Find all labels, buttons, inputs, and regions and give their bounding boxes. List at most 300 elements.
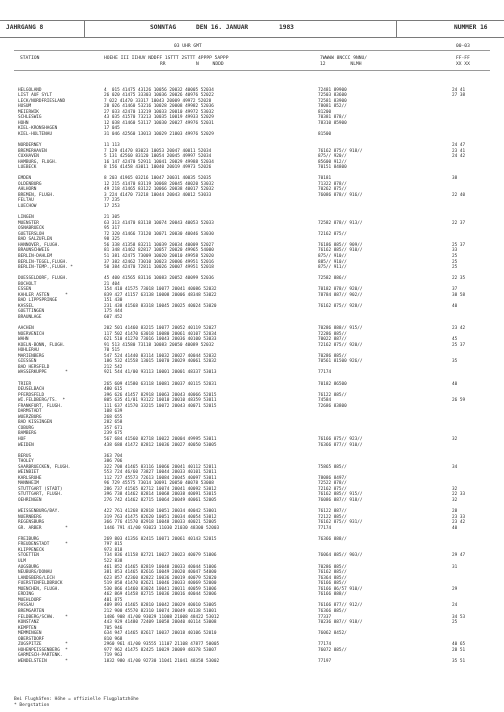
header-rule <box>14 70 490 71</box>
station-code-groups: 366 776 41570 82918 10048 20033 40021 52005 <box>104 520 217 526</box>
station-gust-values: 25 <box>452 265 458 271</box>
station-weather-groups: 70381 878// <box>318 115 347 121</box>
station-weather-groups: 78081 852// <box>318 104 347 110</box>
station-code-groups: 409 893 41465 82810 10042 20029 40010 53005 <box>104 603 217 609</box>
station-weather-groups: 70182 878// 920// <box>318 287 363 293</box>
station-code-groups: 319 763 41475 82620 10051 20034 40054 53012 <box>104 514 217 520</box>
station-weather-groups: 70181 <box>318 176 332 182</box>
date-label: DEN 16. JANUAR <box>196 24 249 31</box>
station-code-groups: 186 532 41558 13015 10070 20029 40061 52032 <box>104 359 217 365</box>
station-weather-groups: 72582 886// <box>318 276 347 282</box>
station-weather-groups: 76162 875// 931// <box>318 520 363 526</box>
station-name: LUECHOW <box>18 204 37 210</box>
station-weather-groups: 71322 878// <box>318 181 347 187</box>
weather-columns-header: 7WWWW 8NCCC 9NNU/ <box>320 56 368 61</box>
station-name: WI.FELDBERG/TS. * <box>18 398 66 404</box>
station-gust-values: 22 33 <box>452 492 466 498</box>
station-gust-values: 38 58 <box>452 292 466 298</box>
station-name: BRAUNLAGE <box>18 314 42 320</box>
station-name: NUERNBERG <box>18 514 42 520</box>
station-code-groups: 21 305 <box>104 215 120 221</box>
station-name: LECK/NORDFRIESLAND <box>18 98 66 104</box>
station-gust-values: 31 <box>452 564 458 570</box>
station-name: OEHRINGEN <box>18 498 42 504</box>
station-name: LINGEN <box>18 215 34 221</box>
station-gust-values: 22 37 <box>452 220 466 226</box>
station-name: HOHLERAU <box>18 348 39 354</box>
station-weather-groups: 76166 877// 912// <box>318 603 363 609</box>
station-gust-values: 35 <box>452 359 458 365</box>
station-name: KIEL-KRONSHAGEN <box>18 126 58 132</box>
station-name: WEINBIET <box>18 470 39 476</box>
station-gust-values: 34 <box>452 464 458 470</box>
station-code-groups: 11 113 <box>104 143 120 149</box>
station-code-groups: 3 224 41470 73218 10044 20043 40012 53033 <box>104 192 212 198</box>
weather-columns-subheader: 12 NLMH <box>320 62 362 67</box>
station-weather-groups: 72582 878// 913// <box>318 220 363 226</box>
station-weather-groups: 77337 <box>318 614 332 620</box>
station-weather-groups: 72686 83800 <box>318 403 347 409</box>
station-code-groups: 16 147 42470 52911 10041 20029 49988 52034 <box>104 159 214 165</box>
header-rule <box>14 50 490 51</box>
station-code-groups: 202 501 41460 83215 10077 20052 40119 52027 <box>104 326 217 332</box>
station-weather-groups: 76064 885// 903// <box>318 553 363 559</box>
station-name: HOHENPEISSENBERG * <box>18 647 68 653</box>
station-code-groups: 151 430 <box>104 298 123 304</box>
station-code-groups: 386 706 <box>104 459 123 465</box>
station-name: LUEBECK <box>18 165 37 171</box>
station-code-groups: 95 317 <box>104 226 120 232</box>
station-name: TRIER <box>18 381 32 387</box>
gust-columns-header: FF-FF <box>456 56 470 61</box>
code-columns-subheader: RR N NDDD <box>160 62 224 67</box>
station-name: GR. ARBER * <box>18 525 68 531</box>
station-gust-values: 22 40 <box>452 192 466 198</box>
station-name: AHLHORN <box>18 187 37 193</box>
station-gust-values: 25 37 <box>452 242 466 248</box>
station-name: KEMPTEN <box>18 625 37 631</box>
station-gust-values: 26 59 <box>452 398 466 404</box>
station-code-groups: 108 639 <box>104 409 123 415</box>
station-name: BAMBERG <box>18 431 37 437</box>
station-weather-groups: 72162 875// <box>318 231 347 237</box>
station-code-groups: 357 671 <box>104 425 123 431</box>
station-name: KIEL-HOLTENAU <box>18 131 52 137</box>
station-name: HELGOLAND <box>18 87 42 93</box>
station-name: BAD LIPPSPRINGE <box>18 298 58 304</box>
station-name: MARIENBERG <box>18 353 45 359</box>
station-code-groups: 31 046 42560 13013 10029 21003 49976 52029 <box>104 131 214 137</box>
station-weather-groups: 76072 885// <box>318 647 347 653</box>
station-code-groups: 212 542 <box>104 364 123 370</box>
station-code-groups: 26 020 41475 33303 10036 20026 40976 52022 <box>104 93 214 99</box>
station-name: HUSUM <box>18 104 32 110</box>
station-weather-groups: 76162 885// <box>318 570 347 576</box>
station-name: WUERZBURG <box>18 414 42 420</box>
station-code-groups: 212 900 45570 82310 10074 20049 40138 51001 <box>104 608 217 614</box>
station-name: KOELN-BONN, FLUGH. <box>18 342 66 348</box>
station-code-groups: 28 026 41460 53216 10028 20008 49982 52036 <box>104 104 214 110</box>
station-gust-values: 40 <box>452 525 458 531</box>
station-gust-values: 32 <box>452 498 458 504</box>
station-name: ERDING <box>18 592 34 598</box>
station-row <box>0 659 504 665</box>
station-weather-groups: 78784 887// 902// <box>318 292 363 298</box>
station-gust-values: 45 <box>452 337 458 343</box>
station-gust-values: 24 <box>452 603 458 609</box>
station-weather-groups: 81500 <box>318 131 332 137</box>
station-code-groups: 1446 791 41/00 93023 11030 21030 48300 52003 <box>104 525 220 531</box>
station-code-groups: 839 427 41157 63138 10008 20006 48348 53022 <box>104 292 217 298</box>
station-weather-groups: 76366 877// 910// <box>318 442 363 448</box>
station-name: ESSEN <box>18 287 32 293</box>
station-name: WAHN <box>18 337 29 343</box>
station-code-groups: 719 963 <box>104 653 123 659</box>
station-name: ULM <box>18 559 26 565</box>
station-weather-groups: 75865 885// <box>318 464 347 470</box>
station-code-groups: 363 704 <box>104 453 123 459</box>
station-name: STUTTGART, FLUGH. <box>18 492 63 498</box>
station-code-groups: 422 761 41268 82818 10051 20034 40042 53001 <box>104 509 217 515</box>
station-gust-values: 34 53 <box>452 614 466 620</box>
station-code-groups: 8 156 41458 43011 10040 20019 49973 52026 <box>104 165 212 171</box>
station-gust-values: 28 <box>452 509 458 515</box>
station-name: HOF <box>18 437 26 442</box>
station-gust-values: 25 37 <box>452 342 466 348</box>
station-gust-values: 25 <box>452 620 458 626</box>
station-name: MEMMINGEN <box>18 631 42 637</box>
station-weather-groups: 77174 <box>318 370 332 376</box>
station-name: HOHN <box>18 120 29 126</box>
station-name: OLDENBURG <box>18 181 42 187</box>
footer-note-mountain: * Bergstation <box>14 703 50 708</box>
station-name: BREMERHAVEN <box>18 148 47 154</box>
station-weather-groups: 77197 <box>318 658 332 664</box>
station-name: FREIBURG <box>18 536 39 542</box>
station-weather-groups: 72581 83900 <box>318 98 347 104</box>
station-code-groups: 77 235 <box>104 198 120 204</box>
station-code-groups: 1832 980 41/00 92730 11041 21041 48358 53002 <box>104 658 220 664</box>
station-name: DUESSELDORF, FLUGH. <box>18 276 68 282</box>
station-table <box>0 82 504 664</box>
station-code-groups: 553 724 46/60 73827 10044 20033 40101 52011 <box>104 470 217 476</box>
station-code-groups: 21 404 <box>104 281 120 287</box>
station-code-groups: 63 313 41470 83118 10074 20043 40053 52033 <box>104 220 214 226</box>
station-name: BERLIN-DAHLEM <box>18 253 52 259</box>
station-name: LANDSBERG/LECH <box>18 575 55 581</box>
station-name: KARLSRUHE <box>18 475 42 481</box>
station-name: MEIERWIK <box>18 109 39 115</box>
station-weather-groups: 72503 83600 <box>318 93 347 99</box>
issue-number-label: NUMMER 16 <box>454 24 488 31</box>
station-weather-groups: 72522 878// <box>318 481 347 487</box>
station-code-groups: 322 708 41465 83116 10066 20041 40112 52011 <box>104 464 217 470</box>
station-weather-groups: 76162 875// 918// <box>318 148 363 154</box>
station-name: BERLIN-TEGEL,FLUGH. <box>18 259 68 265</box>
station-code-groups: 43 035 41570 73213 10035 10019 49933 52029 <box>104 115 214 121</box>
station-gust-values: 27 38 <box>452 93 466 99</box>
station-name: ZUGSPITZE * <box>18 642 68 648</box>
station-code-groups: 72 320 41466 73120 10071 20030 40046 53030 <box>104 231 214 237</box>
station-gust-values: 23 42 <box>452 520 466 526</box>
station-code-groups: 438 688 41472 82812 10036 20027 40050 53005 <box>104 442 217 448</box>
station-code-groups: 462 869 41458 82715 10036 20016 40044 52006 <box>104 592 217 598</box>
station-name: THOLEY <box>18 459 34 465</box>
station-code-groups: 8 203 41965 03216 10047 20031 40035 52035 <box>104 176 212 182</box>
station-code-groups: 17 045 <box>104 126 120 132</box>
station-gust-values: 40 65 <box>452 642 466 648</box>
station-name: KLIPPENECK <box>18 547 45 553</box>
station-weather-groups: 78086 8497/ <box>318 475 347 481</box>
station-name: STOETTEN <box>18 553 39 559</box>
station-code-groups: 623 857 42360 82822 10036 20019 40079 52020 <box>104 575 217 581</box>
station-gust-values: 32 <box>452 437 458 442</box>
station-code-groups: 37 382 42462 73010 10023 20006 49951 52016 <box>104 259 214 265</box>
station-code-groups: 1486 908 41/00 93029 11008 21008 48422 53012 <box>104 614 220 620</box>
station-code-groups: 4 015 41475 43126 10056 20032 40005 52034 <box>104 87 214 93</box>
station-code-groups: 111 637 41570 33215 10072 20043 40071 52015 <box>104 403 217 409</box>
station-name: CUXHAVEN <box>18 154 39 160</box>
station-name: PASSAU <box>18 603 34 609</box>
station-name: FUERSTENFELDBRUCK <box>18 581 63 587</box>
station-name: BERUS <box>18 453 32 459</box>
station-name: DEUSELBACH <box>18 387 45 393</box>
station-name: BREMEN, FLUGH. <box>18 192 55 198</box>
station-code-groups: 27 033 42470 13219 10033 20010 49972 53032 <box>104 109 214 115</box>
station-weather-groups: 72122 885// <box>318 514 347 520</box>
station-code-groups: 396 738 41462 82814 10068 20038 40091 53015 <box>104 492 217 498</box>
volume-label: JAHRGANG 8 <box>6 24 44 31</box>
station-gust-values: 25 <box>452 253 458 259</box>
station-name: MANNHEIM <box>18 481 39 487</box>
station-code-groups: 286 737 41565 82712 10074 20041 40092 53012 <box>104 486 217 492</box>
station-weather-groups: 76162 875// 928// <box>318 303 363 309</box>
station-name: OSNABRUECK <box>18 226 45 232</box>
station-code-groups: 519 858 41470 82621 10046 20033 40069 52000 <box>104 581 217 587</box>
station-weather-groups: 72162 875// <box>318 486 347 492</box>
station-code-groups: 547 524 41440 83114 10032 20027 40044 52032 <box>104 353 217 359</box>
station-weather-groups: 72286 885// <box>318 331 347 337</box>
station-code-groups: 634 947 41465 82617 10037 20018 40106 52010 <box>104 631 217 637</box>
station-weather-groups: 76366 888// <box>318 536 347 542</box>
gust-columns-subheader: XX XX <box>456 62 470 67</box>
station-gust-values: 33 <box>452 248 458 254</box>
station-gust-values: 37 <box>452 287 458 293</box>
station-weather-groups: 70236 887// 918// <box>318 620 363 626</box>
station-name: GARMISCH-PARTENK. <box>18 653 63 659</box>
station-weather-groups: 70561 81500 926// <box>318 359 363 365</box>
station-weather-groups: 875// 920// <box>318 154 347 160</box>
station-name: EMDEN <box>18 176 32 182</box>
station-code-groups: 805 635 41/01 93122 10010 20010 48359 53011 <box>104 398 217 404</box>
station-weather-groups: 885// 910// <box>318 259 347 265</box>
station-name: MUEHLDORF <box>18 597 42 603</box>
station-gust-values: 22 35 <box>452 276 466 282</box>
station-gust-values: 23 42 <box>452 326 466 332</box>
observation-time-label: 03 UHR GMT <box>174 44 202 49</box>
station-weather-groups: 70286 888// 915// <box>318 326 363 332</box>
station-name: FREUDENSTADT * <box>18 542 68 548</box>
station-weather-groups: 77174 <box>318 525 332 531</box>
station-name: KAHLER ASTEN * <box>18 292 68 298</box>
station-code-groups: 443 929 41480 72409 10058 20040 40114 53008 <box>104 620 217 626</box>
station-column-header: STATION <box>20 56 40 61</box>
station-weather-groups: 875// 911// <box>318 265 347 271</box>
station-code-groups: 5 131 42560 83120 10054 20045 49997 52034 <box>104 154 212 160</box>
station-gust-values: 23 41 <box>452 148 466 154</box>
station-name: AUGSBURG <box>18 564 39 570</box>
station-weather-groups: 70286 885// <box>318 353 347 359</box>
station-weather-groups: 77174 <box>318 642 332 648</box>
far-range-label: 00-03 <box>456 44 470 49</box>
station-code-groups: 282 658 <box>104 420 123 426</box>
station-gust-values: 38 <box>452 176 458 182</box>
station-code-groups: 810 968 <box>104 636 123 642</box>
station-gust-values: 28 51 <box>452 647 466 653</box>
station-code-groups: 269 803 41356 82415 10071 20061 40143 52015 <box>104 536 217 542</box>
station-weather-groups: 76086 878// 916// <box>318 192 363 198</box>
station-gust-values: 35 51 <box>452 658 466 664</box>
station-weather-groups: 76166 885// <box>318 581 347 587</box>
station-code-groups: 522 838 <box>104 559 123 565</box>
station-gust-values: 23 33 <box>452 514 466 520</box>
station-code-groups: 45 400 41565 83116 10083 20052 40099 52036 <box>104 276 214 282</box>
station-code-groups: 381 853 41465 82616 10049 20020 40047 54000 <box>104 570 217 576</box>
station-code-groups: 56 338 41358 83211 10039 20034 40009 52027 <box>104 242 214 248</box>
station-name: SAARBRUECKEN, FLUGH. <box>18 464 71 470</box>
station-code-groups: 12 215 41470 83119 10068 20045 40020 53032 <box>104 181 214 187</box>
station-weather-groups: 76062 8452/ <box>318 631 347 637</box>
footer-note-airports: Bei Flughäfen: Höhe = offizielle Flugplatzhöhe <box>14 697 139 702</box>
station-name: WASSERKUPPE * <box>18 370 68 376</box>
station-name: GOETTINGEN <box>18 309 45 315</box>
station-weather-groups: 78310 85900 <box>318 120 347 126</box>
station-name: FELDBERG/SCHW. * <box>18 614 68 620</box>
station-name: MUENSTER <box>18 220 39 226</box>
station-name: WEISSENBURG/BAY. <box>18 509 60 515</box>
station-weather-groups: 875// 910// <box>318 253 347 259</box>
station-name: NEUBURG/DONAU <box>18 570 52 576</box>
station-code-groups: 797 815 <box>104 542 123 548</box>
station-code-groups: 607 452 <box>104 314 123 320</box>
station-weather-groups: 76166 888// <box>318 592 347 598</box>
station-gust-values: 24 42 <box>452 154 466 160</box>
station-gust-values: 29 <box>452 586 458 592</box>
station-name: MUENCHEN, FLUGH. <box>18 586 60 592</box>
station-code-groups: 461 852 41465 82819 10048 20033 40044 51006 <box>104 564 217 570</box>
station-name: BAD HERSFELD <box>18 364 50 370</box>
header-divider <box>84 21 85 37</box>
station-code-groups: 91 513 41580 73118 10083 20050 40089 52032 <box>104 342 214 348</box>
station-weather-groups: 76364 885// <box>318 575 347 581</box>
station-gust-values: 32 <box>452 486 458 492</box>
station-weather-groups: 76186 885// 909// <box>318 242 363 248</box>
station-code-groups: 70 515 <box>104 348 120 354</box>
station-code-groups: 567 684 41560 82718 10022 20004 49995 53011 <box>104 437 217 442</box>
weekday-label: SONNTAG <box>150 24 177 31</box>
station-name: HAMBURG, FLUGH. <box>18 159 58 165</box>
station-weather-groups: 85600 912// <box>318 159 347 165</box>
station-code-groups: 96 729 45575 73014 10091 20050 40078 53008 <box>104 481 214 487</box>
station-code-groups: 276 742 41462 82715 10064 20049 40061 52005 <box>104 498 217 504</box>
station-weather-groups: 70022 887// <box>318 337 347 343</box>
station-code-groups: 51 381 42475 73009 10020 20010 49958 52020 <box>104 253 214 259</box>
station-name: WEIDEN <box>18 442 34 448</box>
station-name: KONSTANZ <box>18 620 39 626</box>
report-header-bar <box>0 20 504 38</box>
station-code-groups: 50 384 42470 72811 10026 20007 49951 52018 <box>104 265 214 271</box>
station-name: PFERDSFELD <box>18 392 45 398</box>
station-name: BAD SALZUFLEN <box>18 237 52 243</box>
station-name: KASSEL <box>18 303 34 309</box>
station-name: COBURG <box>18 425 34 431</box>
station-weather-groups: 76166 875// 923// <box>318 437 363 442</box>
station-weather-groups: 76162 885// 915// <box>318 492 363 498</box>
station-name: SCHLESWIG <box>18 115 42 121</box>
station-name: AACHEN <box>18 326 34 332</box>
station-code-groups: 2960 961 41/00 93555 11107 21108 47877 50005 <box>104 642 220 648</box>
station-weather-groups: 70262 875// <box>318 187 347 193</box>
station-name: BERLIN-TEMP.,FLUGH. * <box>18 265 73 271</box>
station-code-groups: 530 866 41460 83024 10041 20011 40059 51006 <box>104 586 217 592</box>
station-code-groups: 268 655 <box>104 414 123 420</box>
station-code-groups: 175 444 <box>104 309 123 315</box>
station-gust-values: 40 <box>452 381 458 387</box>
station-name: NORDERNEY <box>18 143 42 149</box>
station-gust-values: 25 <box>452 259 458 265</box>
station-name: BREMGARTEN <box>18 608 45 614</box>
station-name: NOERVENICH <box>18 331 45 337</box>
station-weather-groups: 72481 89900 <box>318 87 347 93</box>
station-code-groups: 734 836 41158 82721 10027 20023 40079 51006 <box>104 553 217 559</box>
header-divider <box>396 21 397 37</box>
station-code-groups: 239 675 <box>104 431 123 437</box>
station-weather-groups: 70286 885// <box>318 564 347 570</box>
station-code-groups: 977 962 41475 82425 10029 20009 48378 53007 <box>104 647 217 653</box>
station-name: OBERSTDORF <box>18 636 45 642</box>
station-name: HANNOVER, FLUGH. <box>18 242 60 248</box>
station-weather-groups: 70182 86500 <box>318 381 347 387</box>
station-code-groups: 401 875 <box>104 597 123 603</box>
station-code-groups: 265 609 41580 63118 10081 20037 40115 52031 <box>104 381 217 387</box>
station-code-groups: 973 818 <box>104 547 123 553</box>
station-gust-values: 24 47 <box>452 143 466 149</box>
station-name: DARMSTADT <box>18 409 42 415</box>
station-name: BOCHOLT <box>18 281 37 287</box>
station-weather-groups: 76122 887// <box>318 509 347 515</box>
station-weather-groups: 76166 86/57 910// <box>318 586 363 592</box>
station-code-groups: 231 438 41568 83318 10045 20025 40024 53020 <box>104 303 217 309</box>
station-code-groups: 154 410 41575 73018 10077 20041 40086 52032 <box>104 287 217 293</box>
station-weather-groups: 74584 <box>318 398 332 404</box>
station-weather-groups: 76162 885// 910// <box>318 248 363 254</box>
station-code-groups: 7 129 41470 83023 10053 20047 40011 52034 <box>104 148 212 154</box>
station-code-groups: 117 502 41470 63018 10080 20061 40107 52034 <box>104 331 217 337</box>
station-name: GIESSEN <box>18 359 37 365</box>
station-name: GUETERSLOH <box>18 231 45 237</box>
station-name: WENDELSTEIN * <box>18 658 68 664</box>
station-weather-groups: 76086 887// 918// <box>318 498 363 504</box>
station-weather-groups: 70151 84800 <box>318 165 347 171</box>
station-code-groups: 112 727 45573 72613 10084 20045 40097 53011 <box>104 475 217 481</box>
station-weather-groups: 76122 885// <box>318 392 347 398</box>
station-code-groups: 98 325 <box>104 237 120 243</box>
station-gust-values: 40 <box>452 303 458 309</box>
station-code-groups: 12 038 41460 53117 10030 20027 49976 52031 <box>104 120 214 126</box>
station-name: STUTTGART (STADT) <box>18 486 63 492</box>
station-code-groups: 396 626 41457 82918 10063 20043 40066 52015 <box>104 392 217 398</box>
station-name: BAD KISSINGEN <box>18 420 52 426</box>
